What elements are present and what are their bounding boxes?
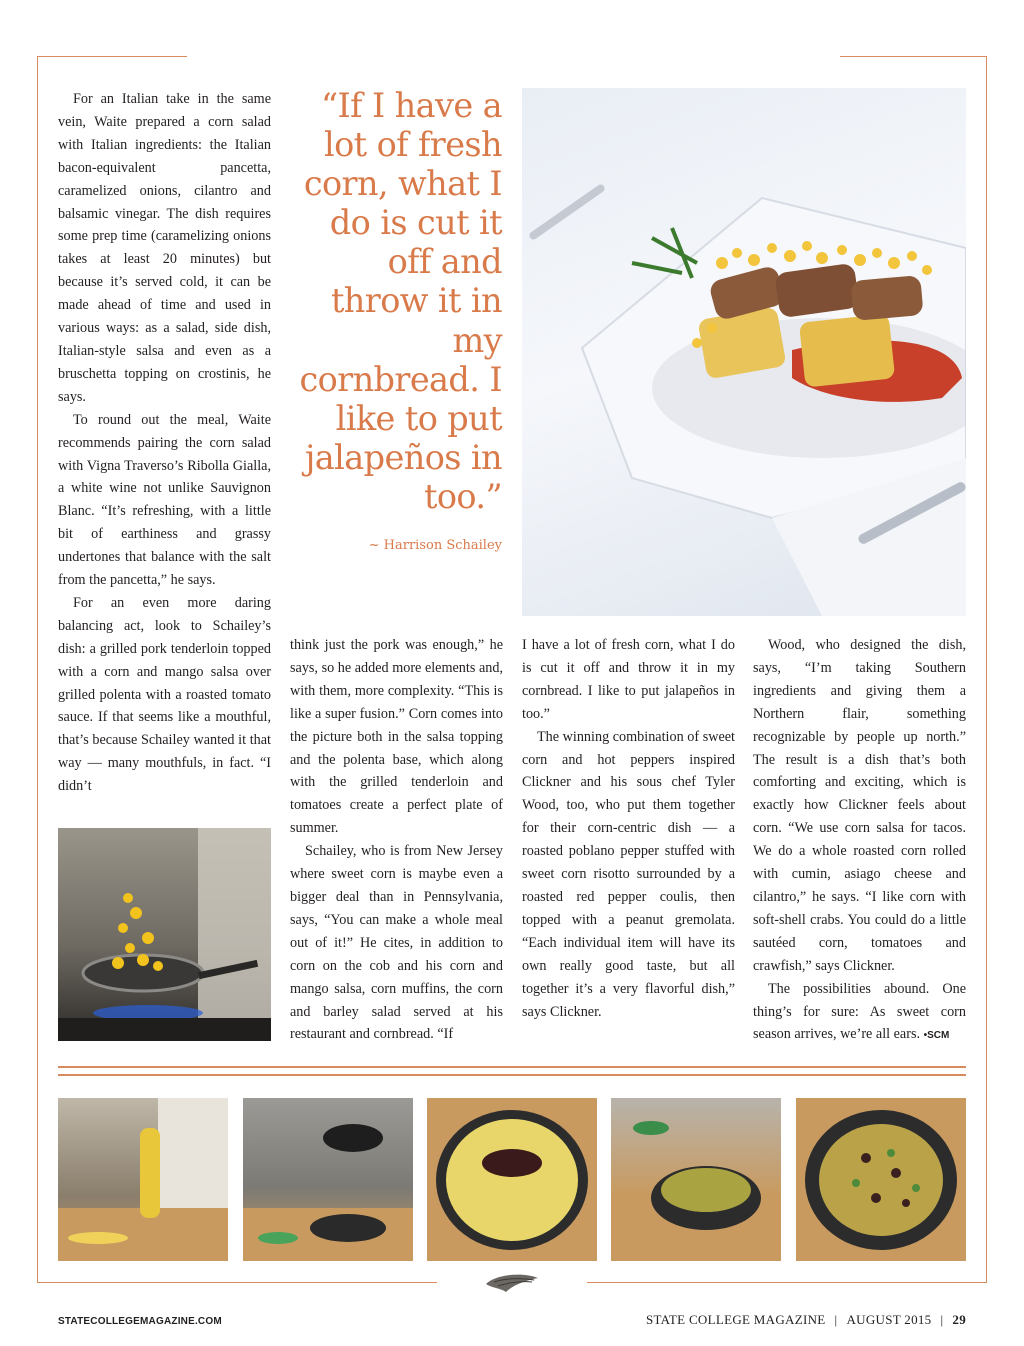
article-column-2 — [290, 634, 503, 1046]
corn-husk-icon — [484, 1270, 540, 1296]
paragraph-text: The possibilities abound. One thing’s for sure: As sweet corn season arrives, we’re all ears. — [753, 980, 966, 1043]
process-photo-finished-salad — [796, 1098, 966, 1261]
footer-separator: | — [834, 1312, 838, 1327]
process-photo-pot-corn-onions — [427, 1098, 597, 1261]
paragraph: I have a lot of fresh corn, what I do is cut it off and throw it in my cornbread. I like to put jalapeños in too.” — [522, 637, 735, 722]
process-photo-stirring — [611, 1098, 781, 1261]
plated-dish-photo — [522, 88, 966, 616]
frame-bottom-right — [587, 1282, 987, 1283]
footer-separator: | — [940, 1312, 944, 1327]
process-photo-cutting-corn — [58, 1098, 228, 1261]
frame-left — [37, 56, 38, 1283]
frame-top-right — [840, 56, 987, 57]
frame-right — [986, 56, 987, 1283]
footer-issue-date: AUGUST 2015 — [846, 1312, 932, 1327]
paragraph: To round out the meal, Waite recommends pairing the corn salad with Vigna Traverso’s Ribolla Gialla, a white wine not unlike Sauvignon Blanc. “It’s refreshing, with a little bit of earthiness and grassy undertones that balance with the salt from the pancetta,” he says. — [58, 411, 271, 589]
frame-top-left — [37, 56, 187, 57]
paragraph: For an Italian take in the same vein, Waite prepared a corn salad with Italian ingredients: the Italian bacon-equivalent pancetta, caramelized onions, cilantro and balsamic vinegar. The dish requires some prep time (caramelizing onions takes at least 20 minutes) but because it’s served cold, it can be made ahead of time and used in various ways: as a salad, side dish, Italian-style salsa and even as a bruschetta topping on crostinis, he says. — [58, 91, 271, 405]
paragraph: For an even more daring balancing act, look to Schailey’s dish: a grilled pork tenderloin topped with a corn and mango salsa over grilled polenta with a roasted tomato sauce. If that seems like a mouthful, that’s because Schailey wanted it that way — many mouthfuls, in fact. “I didn’t — [58, 594, 271, 795]
chef-pan-photo — [58, 828, 271, 1041]
pull-quote: “If I have a lot of fresh corn, what I do is cut it off and throw it in my cornbread. I like to put jalapeños in too.” — [299, 86, 502, 516]
pull-quote-attribution: ~ Harrison Schailey — [368, 538, 502, 553]
footer-folio — [646, 1312, 966, 1328]
article-column-1 — [58, 88, 271, 798]
footer-page-number: 29 — [952, 1312, 966, 1327]
footer-magazine-name: STATE COLLEGE MAGAZINE — [645, 1312, 826, 1327]
paragraph: Wood, who designed the dish, says, “I’m taking Southern ingredients and giving them a Northern flair, something recognizable by people up north.” The result is a dish that’s both comforting and exciting, which is exactly how Clickner feels about corn. “We use corn salsa for tacos. We do a whole roasted corn rolled with cumin, asiago cheese and cilantro,” he says. “I like corn with soft-shell crabs. You could do a little sautéed corn, tomatoes and crawfish,” says Clickner. — [753, 637, 966, 974]
end-mark-logo: •SCM — [923, 1030, 950, 1042]
divider-rule-top — [58, 1066, 966, 1068]
paragraph: Schailey, who is from New Jersey where sweet corn is maybe even a bigger deal than in Pennsylvania, says, “You can make a whole meal out of it!” He cites, in addition to corn on the cob and his corn and mango salsa, corn muffins, the corn and barley salad served at his restaurant and cornbread. “If — [290, 843, 503, 1043]
footer-website: STATECOLLEGEMAGAZINE.COM — [58, 1316, 222, 1327]
paragraph: think just the pork was enough,” he says, so he added more elements and, with them, more complexity. “This is like a super fusion.” Corn comes into the picture both in the salsa topping and the polenta base, which along with the grilled tenderloin and tomatoes create a perfect plate of summer. — [290, 637, 503, 837]
paragraph — [753, 978, 966, 1049]
paragraph: The winning combination of sweet corn and hot peppers inspired Clickner and his sous chef Tyler Wood, too, who put them together for their corn-centric dish — a roasted poblano pepper stuffed with sweet corn risotto surrounded by a roasted red pepper coulis, then topped with a peanut gremolata. “Each individual item will have its own really good taste, but all together it’s a very flavorful dish,” says Clickner. — [522, 728, 735, 1020]
frame-bottom-left — [37, 1282, 437, 1283]
article-column-4 — [753, 634, 966, 1048]
process-photo-adding-onions — [243, 1098, 413, 1261]
article-column-3 — [522, 634, 735, 1023]
divider-rule-bottom — [58, 1074, 966, 1076]
